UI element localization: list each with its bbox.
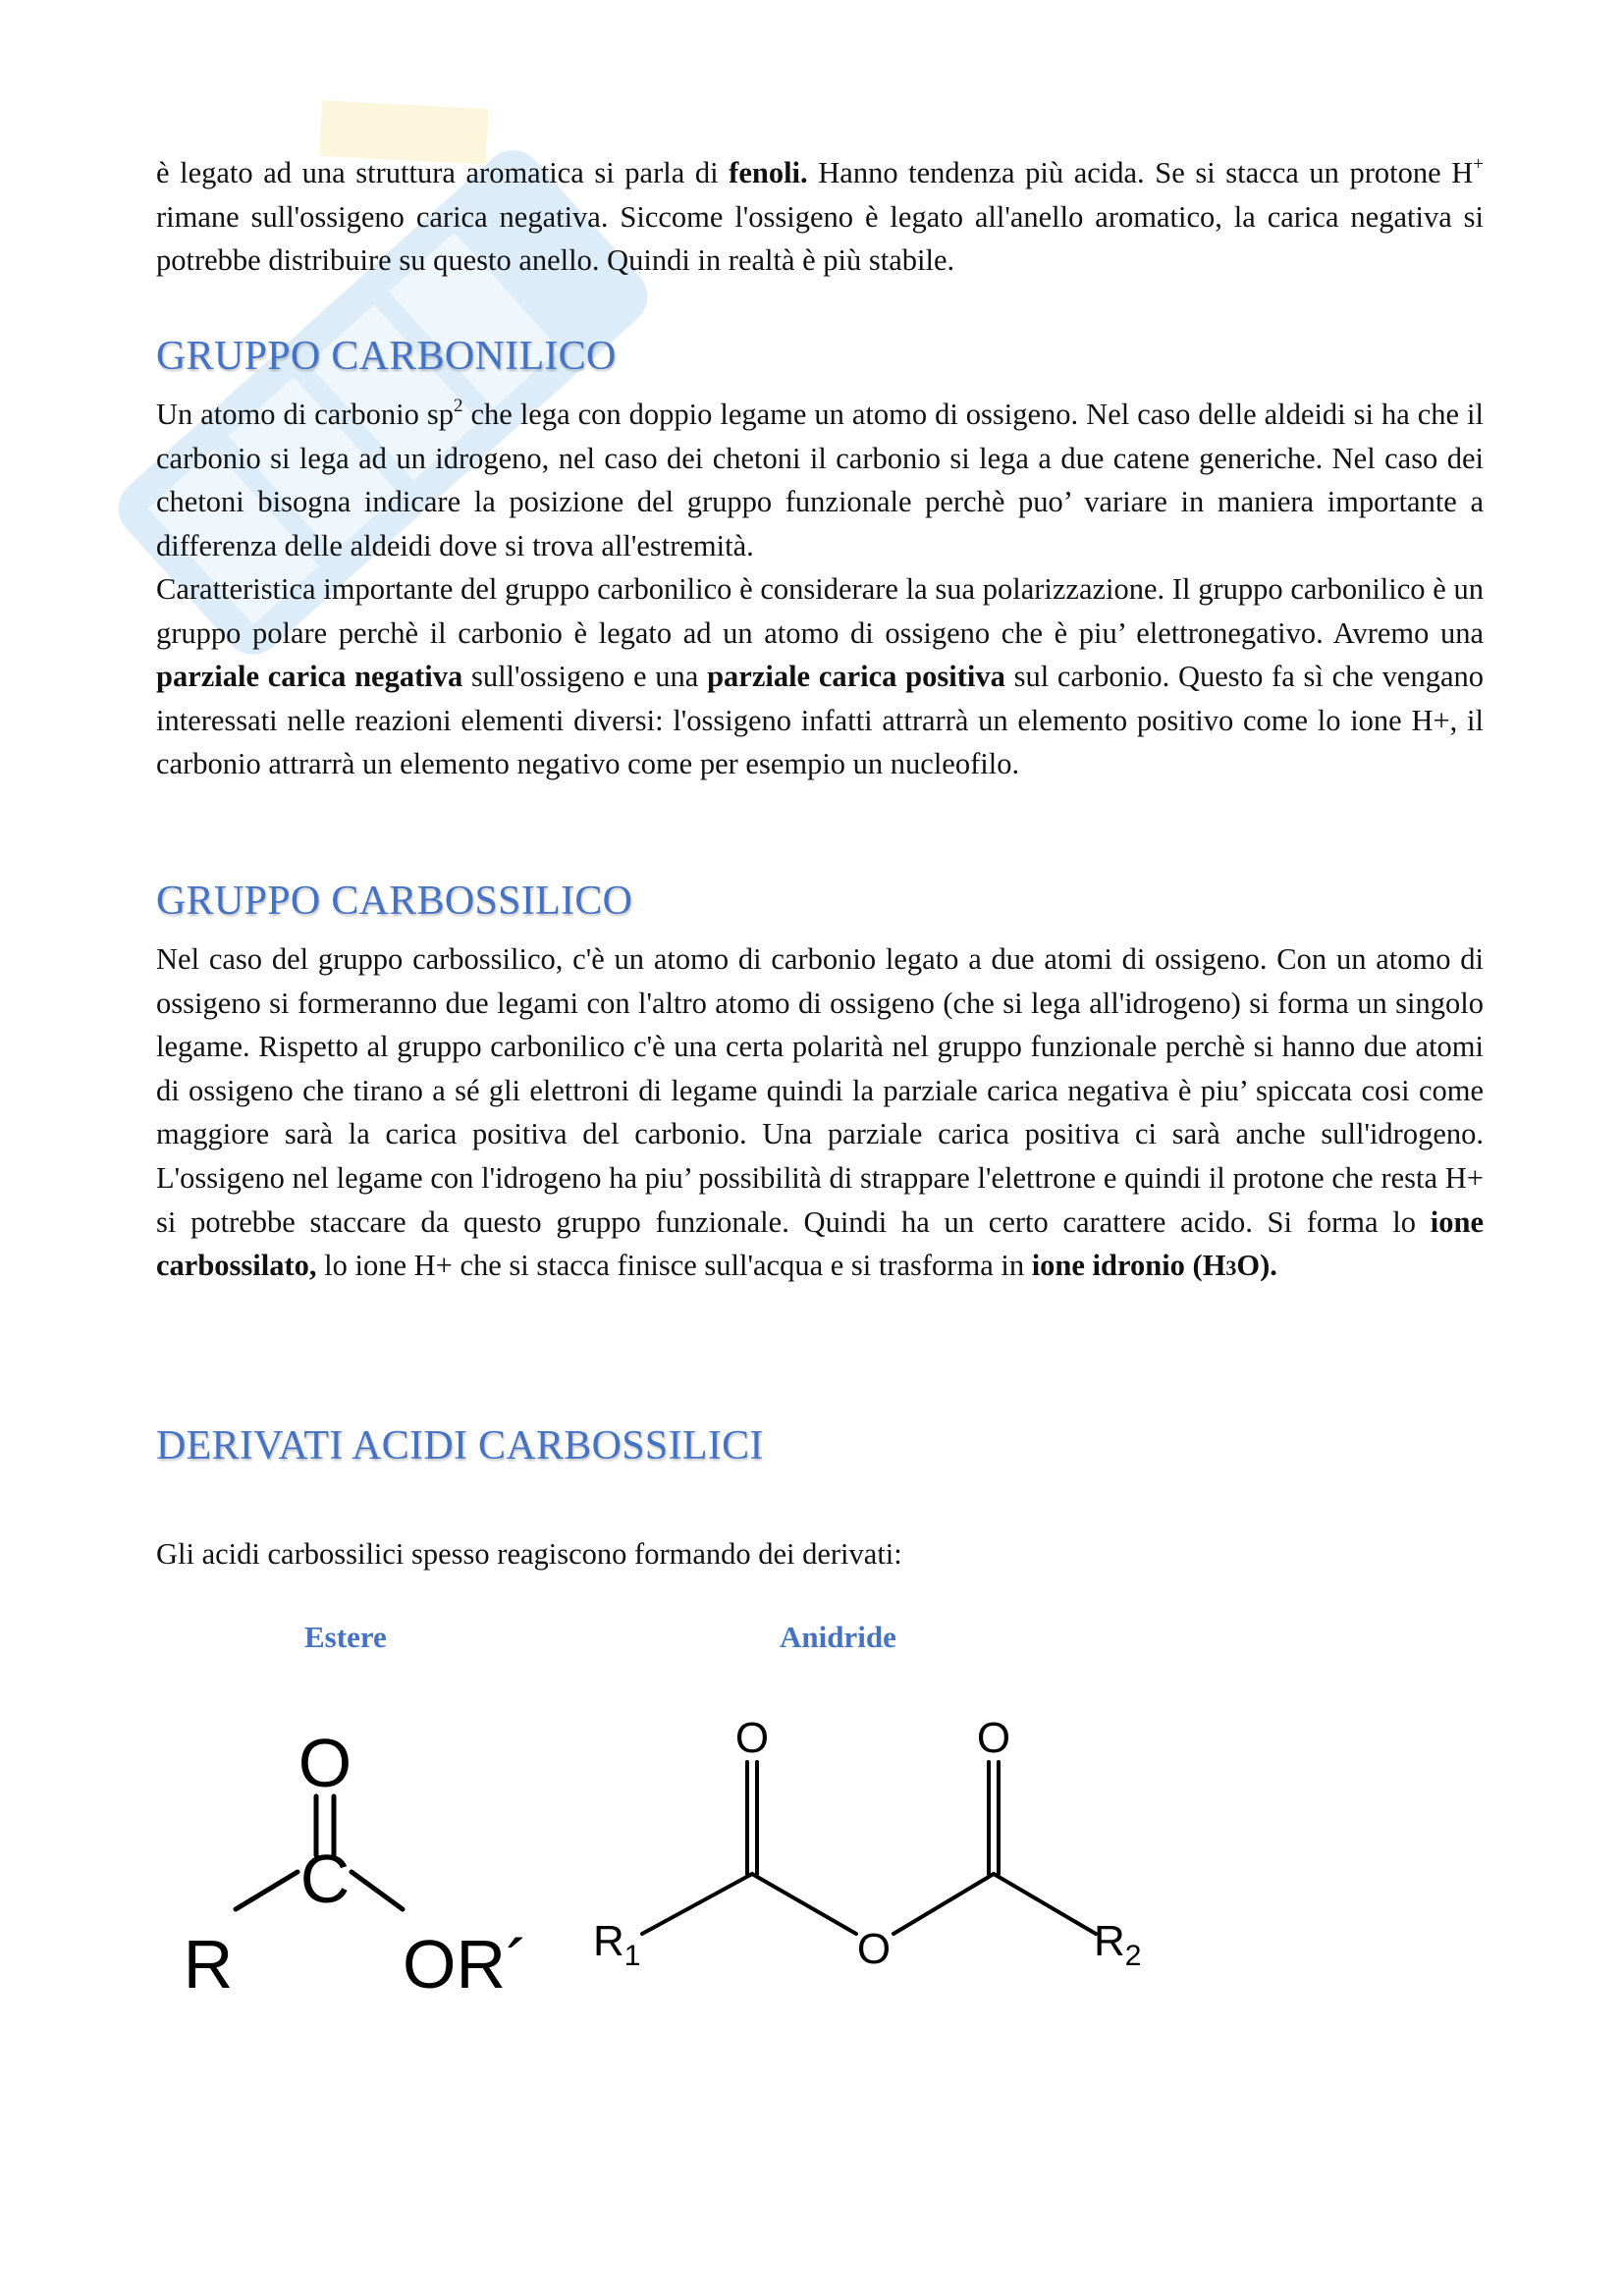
carbonilico-paragraph-2: Caratteristica importante del gruppo carbonilico è considerare la sua polarizzazione. Il gruppo carbonilico è un gruppo polare perchè il carbonio è legato ad un atomo di ossigeno che è piu’ elettronegativo. Avremo una parziale carica negativa sull'ossigeno e una parziale carica positiva sul carbonio. Questo fa sì che vengano interessati nelle reazioni elementi diversi: l'ossigeno infatti attrarrà un elemento positivo come lo ione H+, il carbonio attrarrà un elemento negativo come per esempio un nucleofilo. [156,572,1485,781]
estere-atom-c: C [299,1841,351,1917]
heading-derivati: DERIVATI ACIDI CARBOSSILICI [156,1423,764,1468]
anidride-bond-r1-c [642,1874,752,1934]
estere-atom-o: O [298,1725,352,1801]
carbossilico-paragraph: Nel caso del gruppo carbossilico, c'è un atomo di carbonio legato a due atomi di ossigeno. Con un atomo di ossigeno si formeranno due legami con l'altro atomo di ossigeno (che si lega all'idrogeno) si forma un singolo legame. Rispetto al gruppo carbonilico c'è una certa polarità nel gruppo funzionale perchè si hanno due atomi di ossigeno che tirano a sé gli elettroni di legame quindi la parziale carica negativa è piu’ spiccata cosi come maggiore sarà la carica positiva del carbonio. Una parziale carica positiva ci sarà anche sull'idrogeno. L'ossigeno nel legame con l'idrogeno ha piu’ possibilità di strappare l'elettrone e quindi il protone che resta H+ si potrebbe staccare da questo gruppo funzionale. Quindi ha un certo carattere acido. Si forma lo ione carbossilato, lo ione H+ che si stacca finisce sull'acqua e si trasforma in ione idronio (H3O). [156,942,1484,1283]
derivati-intro: Gli acidi carbossilici spesso reagiscono formando dei derivati: [156,1537,902,1571]
anidride-atom-o-left: O [734,1714,770,1762]
carbonilico-paragraph-1: Un atomo di carbonio $sp^2$ che lega con doppio legame un atomo di ossigeno. Nel caso delle aldeidi si ha che il carbonio si lega ad un idrogeno, nel caso dei chetoni il carbonio si lega a due catene generiche. Nel caso dei chetoni bisogna indicare la posizione del gruppo funzionale perchè puo’ variare in maniera importante a differenza delle aldeidi dove si trova all'estremità. [156,395,1484,562]
intro-paragraph: è legato ad una struttura aromatica si parla di fenoli. Hanno tendenza più acida. Se si stacca un protone H+ rimane sull'ossigeno carica negativa. Siccome l'ossigeno è legato all'anello aromatico, la carica negativa si potrebbe distribuire su questo anello. Quindi in realtà è più stabile. [156,153,1485,278]
anidride-structure [579,1698,1188,1993]
estere-bond-c-o [352,1872,403,1909]
anidride-atom-r2: $R_2$ [1094,1917,1142,1972]
estere-atom-r: R [183,1926,234,2002]
anidride-atom-o-bridge: O [856,1925,892,1973]
anidride-bond-o-c-right [893,1874,994,1934]
estere-bond-r-c [236,1872,298,1909]
anidride-bond-c-o-left [752,1874,856,1934]
anidride-atom-r1: $R_1$ [593,1917,641,1972]
estere-structure [157,1708,569,2002]
estere-atom-or: OR´ [403,1926,529,2002]
label-anidride: Anidride [780,1620,896,1654]
heading-carbossilico: GRUPPO CARBOSSILICO [156,879,633,924]
heading-carbonilico: GRUPPO CARBONILICO [156,334,617,379]
anidride-bond-c-r2 [994,1874,1096,1934]
anidride-atom-o-right: O [976,1714,1011,1762]
label-estere: Estere [304,1620,387,1654]
